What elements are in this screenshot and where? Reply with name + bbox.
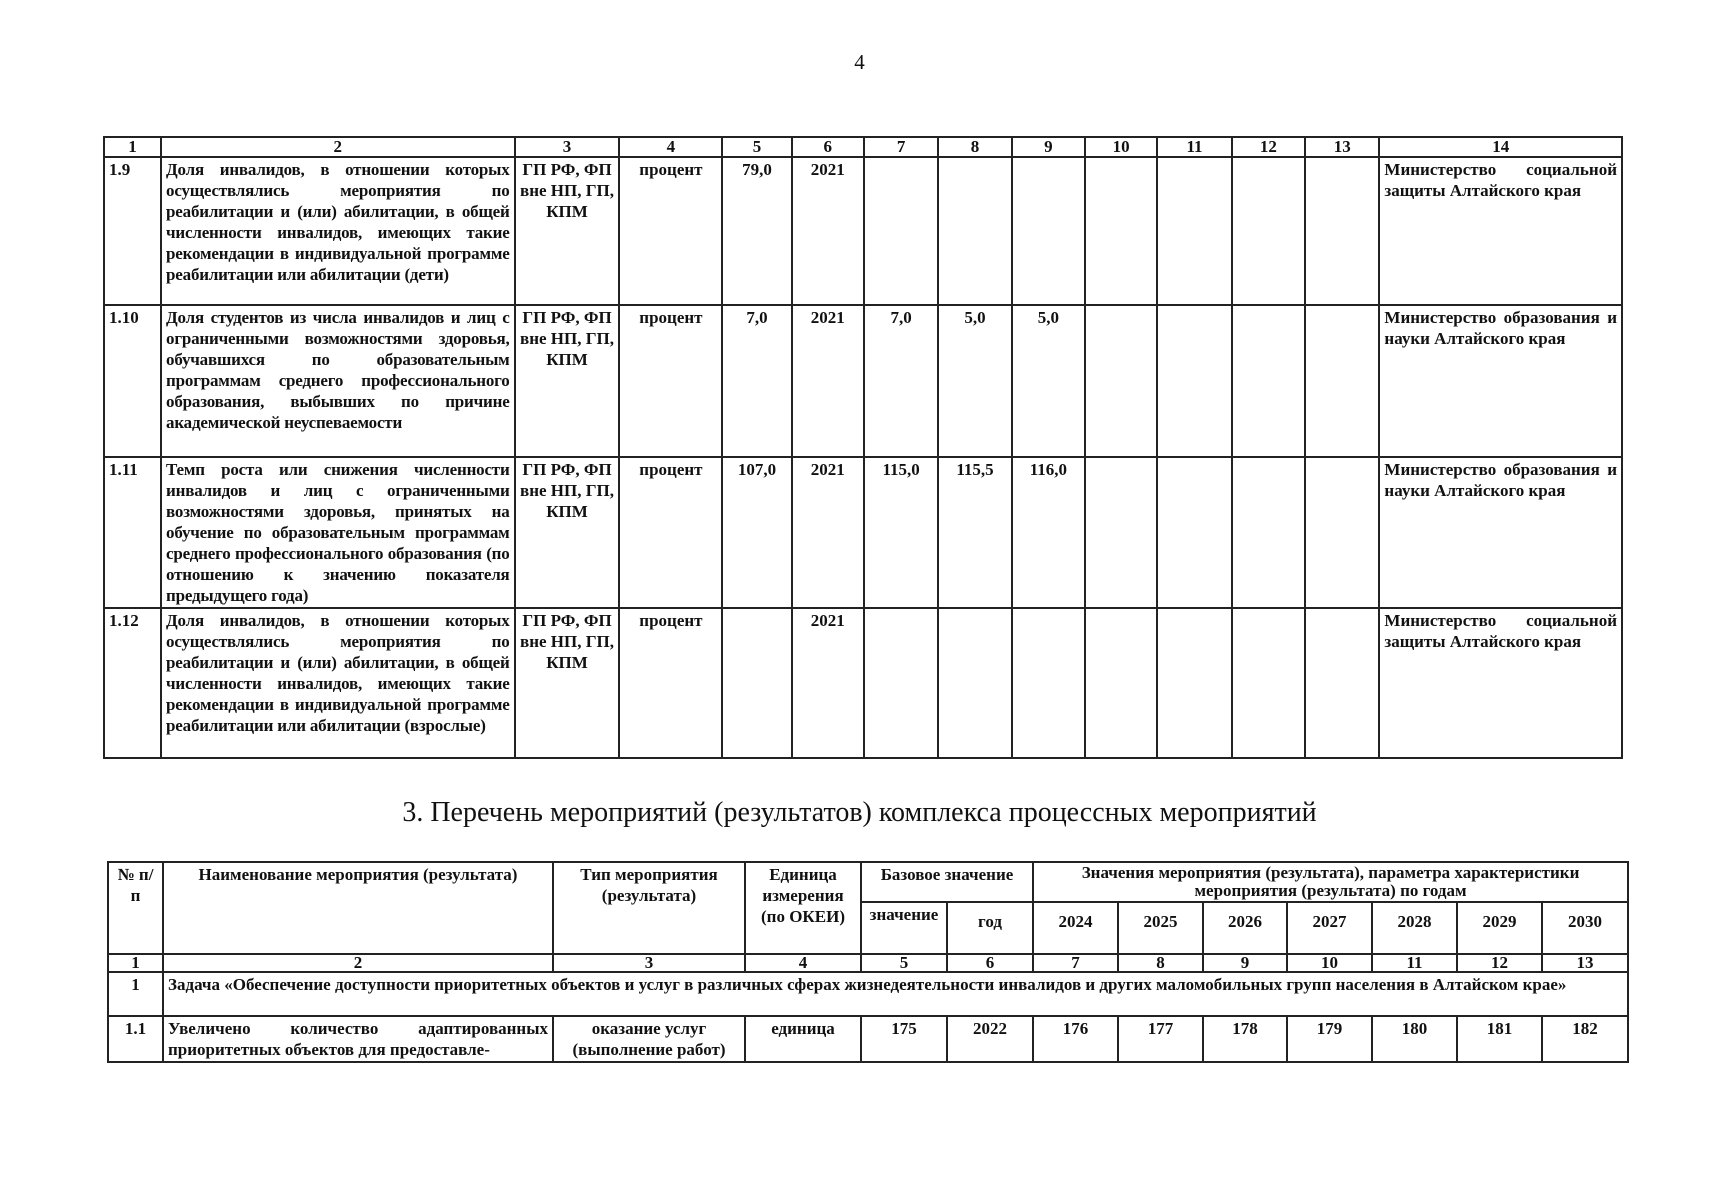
base-year: 2022 [947,1016,1033,1062]
table-row [104,305,1622,457]
col-number: 6 [947,954,1033,972]
header-unit: Единица измерения (по ОКЕИ) [745,862,861,954]
value-cell: 115,5 [938,457,1011,608]
col-number: 6 [792,137,864,157]
col-number: 10 [1085,137,1157,157]
header-type: Тип мероприятия (результата) [553,862,745,954]
base-value: 107,0 [722,457,791,608]
value-cell [1305,608,1379,758]
year-value: 181 [1457,1016,1542,1062]
value-cell [1232,608,1305,758]
indicator-name: Темп роста или снижения численности инвалидов и лиц с ограниченными возможностями здоровья, принятых на обучение по образовательным программам среднего профессионального образования (по отношению к значению показателя предыдущего года) [161,457,515,608]
task-number: 1 [108,972,163,1016]
value-cell [1232,457,1305,608]
value-cell: 7,0 [864,305,938,457]
indicator-name: Доля студентов из числа инвалидов и лиц с ограниченными возможностями здоровья, обучавшихся по образовательным программам среднего профессионального образования, выбывших по причине академической неуспеваемости [161,305,515,457]
value-cell [1157,457,1231,608]
base-year: 2021 [792,608,864,758]
col-number: 13 [1542,954,1628,972]
value-cell [1232,157,1305,305]
col-number: 11 [1157,137,1231,157]
value-cell [1305,457,1379,608]
table-row [108,1016,1628,1062]
header-year: 2025 [1118,902,1203,954]
page-number: 4 [854,50,865,74]
indicator-unit: процент [619,305,722,457]
value-cell: 115,0 [864,457,938,608]
col-number: 12 [1232,137,1305,157]
year-value: 180 [1372,1016,1457,1062]
value-cell [1085,608,1157,758]
year-value: 182 [1542,1016,1628,1062]
header-year: 2024 [1033,902,1118,954]
year-value: 178 [1203,1016,1287,1062]
row-number: 1.12 [104,608,161,758]
col-number: 3 [515,137,620,157]
header-year: 2026 [1203,902,1287,954]
header-year: 2028 [1372,902,1457,954]
column-number-row [104,137,1622,157]
value-cell [938,608,1011,758]
value-cell [1305,157,1379,305]
indicator-name: Доля инвалидов, в отношении которых осуществлялись мероприятия по реабилитации и (или) абилитации, в общей численности инвалидов, имеющих такие рекомендации в индивидуальной программе реабилитации или абилитации (взрослые) [161,608,515,758]
base-value: 79,0 [722,157,791,305]
value-cell [1157,608,1231,758]
header-base: Базовое значение [861,862,1033,902]
row-number: 1.10 [104,305,161,457]
col-number: 7 [864,137,938,157]
col-number: 2 [161,137,515,157]
row-number: 1.1 [108,1016,163,1062]
col-number: 5 [722,137,791,157]
header-num: № п/п [108,862,163,954]
base-value: 7,0 [722,305,791,457]
col-number: 3 [553,954,745,972]
col-number: 12 [1457,954,1542,972]
col-number: 4 [619,137,722,157]
col-number: 1 [104,137,161,157]
base-value [722,608,791,758]
measures-table [107,861,1629,1063]
header-base-value: значение [861,902,947,954]
responsible-body: Министерство образования и науки Алтайского края [1379,305,1622,457]
header-year: 2027 [1287,902,1372,954]
value-cell [864,608,938,758]
value-cell [1012,608,1085,758]
col-number: 8 [1118,954,1203,972]
row-number: 1.11 [104,457,161,608]
col-number: 1 [108,954,163,972]
col-number: 14 [1379,137,1622,157]
indicators-table [103,136,1623,759]
indicator-unit: процент [619,157,722,305]
table-row [104,457,1622,608]
col-number: 4 [745,954,861,972]
base-year: 2021 [792,157,864,305]
value-cell [1157,157,1231,305]
value-cell [1305,305,1379,457]
col-number: 8 [938,137,1011,157]
value-cell: 5,0 [1012,305,1085,457]
value-cell [1232,305,1305,457]
measure-name: Увеличено количество адаптированных приоритетных объектов для предоставле- [163,1016,553,1062]
value-cell [864,157,938,305]
col-number: 2 [163,954,553,972]
col-number: 11 [1372,954,1457,972]
header-base-year: год [947,902,1033,954]
table-row [104,608,1622,758]
indicator-name: Доля инвалидов, в отношении которых осуществлялись мероприятия по реабилитации и (или) абилитации, в общей численности инвалидов, имеющих такие рекомендации в индивидуальной программе реабилитации или абилитации (дети) [161,157,515,305]
col-number: 9 [1012,137,1085,157]
indicator-source: ГП РФ, ФП вне НП, ГП, КПМ [515,608,620,758]
task-row [108,972,1628,1016]
table-row [104,157,1622,305]
measure-unit: единица [745,1016,861,1062]
year-value: 176 [1033,1016,1118,1062]
value-cell [938,157,1011,305]
value-cell [1012,157,1085,305]
header-row [108,862,1628,902]
task-text: Задача «Обеспечение доступности приоритетных объектов и услуг в различных сферах жизнедеятельности инвалидов и других маломобильных групп населения в Алтайском крае» [163,972,1628,1016]
indicator-source: ГП РФ, ФП вне НП, ГП, КПМ [515,457,620,608]
responsible-body: Министерство образования и науки Алтайского края [1379,457,1622,608]
col-number: 9 [1203,954,1287,972]
year-value: 179 [1287,1016,1372,1062]
value-cell [1157,305,1231,457]
header-year: 2030 [1542,902,1628,954]
base-year: 2021 [792,305,864,457]
col-number: 7 [1033,954,1118,972]
base-year: 2021 [792,457,864,608]
indicator-source: ГП РФ, ФП вне НП, ГП, КПМ [515,305,620,457]
indicator-unit: процент [619,457,722,608]
value-cell [1085,305,1157,457]
value-cell: 116,0 [1012,457,1085,608]
header-year: 2029 [1457,902,1542,954]
value-cell [1085,157,1157,305]
row-number: 1.9 [104,157,161,305]
value-cell: 5,0 [938,305,1011,457]
base-value: 175 [861,1016,947,1062]
section-title: 3. Перечень мероприятий (результатов) комплекса процессных мероприятий [402,797,1317,828]
header-name: Наименование мероприятия (результата) [163,862,553,954]
responsible-body: Министерство социальной защиты Алтайского края [1379,608,1622,758]
col-number: 5 [861,954,947,972]
col-number: 13 [1305,137,1379,157]
col-number: 10 [1287,954,1372,972]
indicator-unit: процент [619,608,722,758]
header-values: Значения мероприятия (результата), параметра характеристики мероприятия (результата) по годам [1033,862,1628,902]
year-value: 177 [1118,1016,1203,1062]
value-cell [1085,457,1157,608]
column-number-row [108,954,1628,972]
responsible-body: Министерство социальной защиты Алтайского края [1379,157,1622,305]
indicator-source: ГП РФ, ФП вне НП, ГП, КПМ [515,157,620,305]
measure-type: оказание услуг (выполнение работ) [553,1016,745,1062]
